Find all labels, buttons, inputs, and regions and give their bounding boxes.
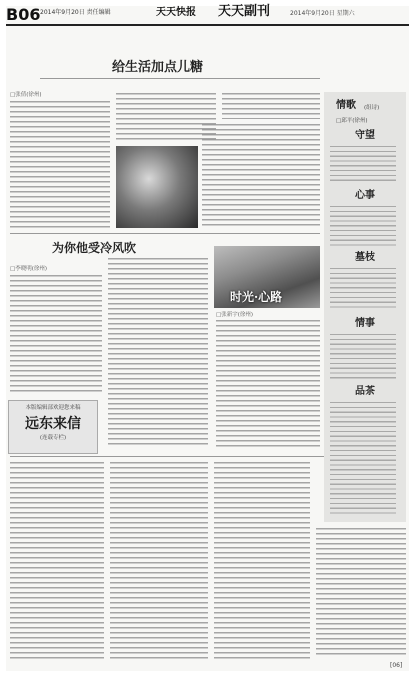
right-article-col [216, 320, 320, 450]
second-article-col-2 [108, 258, 208, 448]
newspaper-logo: 天天快报 [156, 7, 196, 18]
main-headline: 给生活加点儿糖 [112, 60, 204, 75]
letters-title: 远东来信 [25, 416, 81, 432]
letters-box [8, 400, 98, 454]
page-code: B06 [6, 5, 41, 24]
letters-top-note: 本版编辑部欢迎您来稿 [25, 405, 81, 411]
poem-4-lines [330, 334, 396, 380]
sidebar-title: 情歌 [336, 100, 356, 111]
section-heading-3: 墓枝 [355, 252, 375, 263]
headline-rule [40, 78, 320, 79]
section-heading-2: 心事 [355, 190, 375, 201]
bottom-col-1 [10, 462, 104, 662]
header-rule [6, 24, 409, 26]
bottom-col-4 [316, 528, 406, 658]
sidebar-title-note: (组诗) [364, 105, 380, 111]
main-byline: □张倩(徐州) [10, 92, 42, 98]
bottom-col-2 [110, 462, 208, 662]
main-article-col-2 [116, 93, 216, 143]
poem-1-lines [330, 146, 396, 184]
right-byline: □张新宇(徐州) [216, 312, 253, 318]
section-heading-4: 情事 [355, 318, 375, 329]
poem-5-lines [330, 402, 396, 514]
second-headline: 为你他受冷风吹 [52, 241, 137, 255]
header-left-info: 2014年9月20日 责任编辑 [40, 9, 111, 16]
section-heading-5: 品茶 [355, 386, 375, 397]
section-heading-1: 守望 [355, 130, 375, 141]
poem-2-lines [330, 206, 396, 246]
poem-3-lines [330, 268, 396, 310]
second-article-col-1 [10, 275, 102, 395]
main-article-col-1 [10, 101, 110, 229]
sidebar-byline: □邱平(徐州) [336, 118, 368, 124]
header-date: 2014年9月20日 星期六 [290, 10, 355, 17]
coffee-photo [116, 146, 198, 228]
second-byline: □李晓明(徐州) [10, 266, 47, 272]
main-article-col-3 [222, 93, 320, 119]
photo-caption: 时光·心路 [230, 290, 283, 304]
section-title: 天天副刊 [218, 4, 271, 19]
letters-sub-note: (连载专栏) [39, 435, 67, 441]
article-divider [10, 233, 320, 234]
page-mark: [06] [390, 662, 403, 669]
bottom-col-3 [214, 462, 310, 662]
main-article-col-4 [202, 124, 320, 229]
